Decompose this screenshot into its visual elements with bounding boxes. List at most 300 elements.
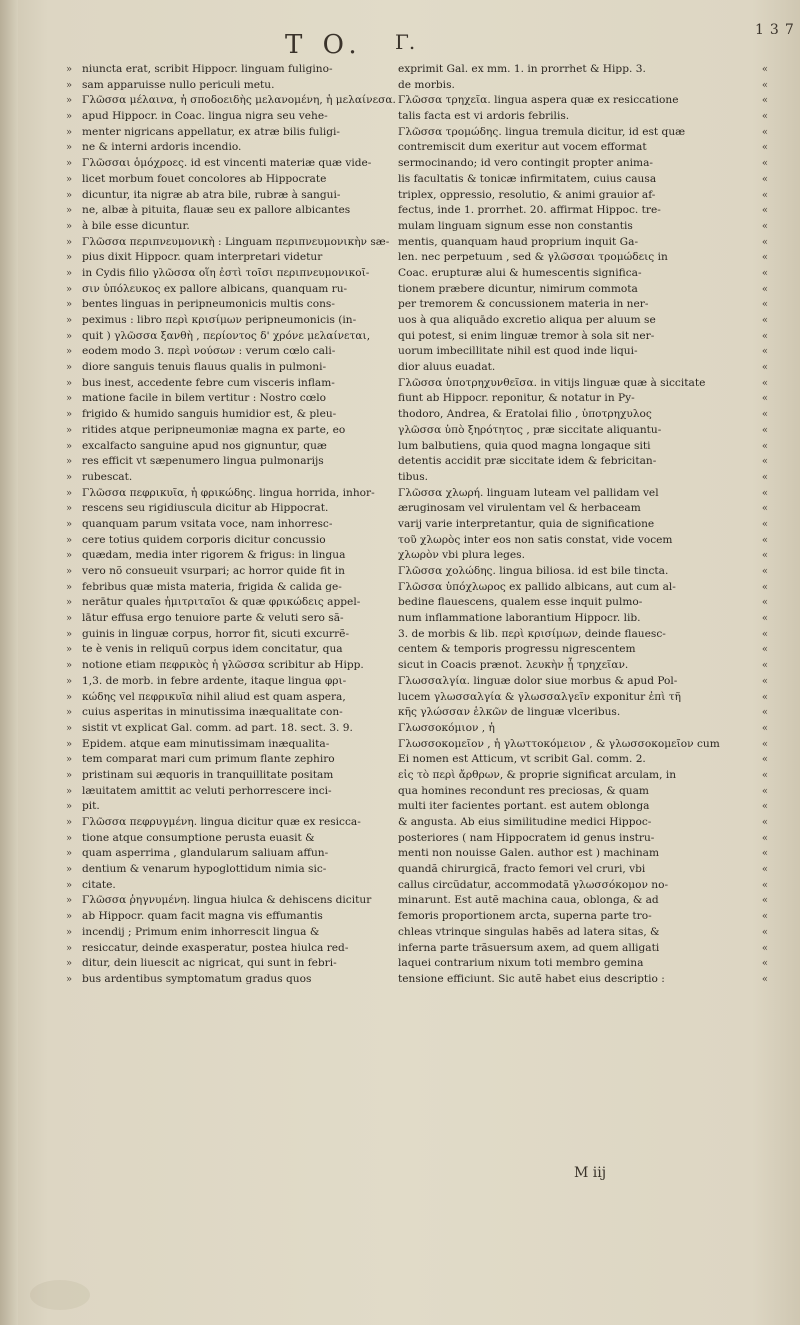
quote-mark: « xyxy=(761,283,768,295)
quote-mark: « xyxy=(761,424,768,436)
text-line xyxy=(398,548,768,564)
quote-mark: « xyxy=(761,189,768,201)
quote-mark: » xyxy=(66,393,73,405)
quote-mark: » xyxy=(66,754,73,766)
text-line xyxy=(66,125,372,141)
text-line xyxy=(66,454,372,470)
quote-mark: » xyxy=(66,895,73,907)
quote-mark: » xyxy=(66,628,73,640)
text-line xyxy=(398,972,768,988)
quote-mark: « xyxy=(761,895,768,907)
quote-mark: » xyxy=(66,236,73,248)
text-line-content: excalfacto sanguine apud nos gignuntur, quæ xyxy=(82,439,327,452)
text-line-content: uos à qua aliquādo excretio aliqua per aluum se xyxy=(398,314,656,326)
text-line xyxy=(66,956,372,972)
quote-mark: » xyxy=(66,613,73,625)
text-line xyxy=(398,313,768,329)
text-line-content: inferna parte trãsuersum axem, ad quem alligati xyxy=(398,941,660,954)
text-line xyxy=(66,878,372,894)
quote-mark: » xyxy=(66,471,73,483)
text-line-content: quandã chirurgicã, fracto femori vel cruri, vbi xyxy=(398,863,646,876)
text-line xyxy=(66,360,372,376)
text-line xyxy=(398,156,768,172)
text-line-content: & angusta. Ab eius similitudine medici Hippoc- xyxy=(398,816,652,828)
text-line-content: rubescat. xyxy=(82,470,133,483)
text-line xyxy=(398,893,768,909)
text-line-content: menter nigricans appellatur, ex atræ bilis fuligi- xyxy=(82,125,340,138)
quote-mark: « xyxy=(761,848,768,860)
right-text-column xyxy=(398,62,768,988)
text-line-content: lis facultatis & tonicæ infirmitatem, cuius causa xyxy=(398,172,657,185)
quote-mark: « xyxy=(761,738,768,750)
text-line-content: tem comparat mari cum primum flante zephiro xyxy=(82,753,335,766)
quote-mark: » xyxy=(66,142,73,154)
text-line xyxy=(398,956,768,972)
quote-mark: » xyxy=(66,126,73,138)
text-line xyxy=(398,846,768,862)
text-line xyxy=(66,564,372,580)
text-line-content: detentis accidit præ siccitate idem & febricitan- xyxy=(398,455,657,468)
text-line-content: dentium & venarum hypoglottidum nimia sic- xyxy=(82,863,327,876)
text-line-content: fectus, inde 1. prorrhet. 20. affirmat Hippoc. tre- xyxy=(398,204,661,217)
text-line xyxy=(398,62,768,78)
text-line xyxy=(398,517,768,533)
text-line xyxy=(66,548,372,564)
text-line xyxy=(66,658,372,674)
text-line-content: κῆς γλώσσαν ἑλκῶν de linguæ vlceribus. xyxy=(398,706,621,719)
quote-mark: « xyxy=(761,644,768,656)
text-line xyxy=(398,376,768,392)
text-line xyxy=(66,972,372,988)
text-line-content: guinis in linguæ corpus, horror fit, sicuti excurrẽ- xyxy=(82,627,350,640)
quote-mark: « xyxy=(761,691,768,703)
quote-mark: » xyxy=(66,518,73,530)
text-line xyxy=(66,705,372,721)
quote-mark: » xyxy=(66,566,73,577)
text-line-content: ditur, dein liuescit ac nigricat, qui sunt in febri- xyxy=(82,957,337,970)
quote-mark: « xyxy=(761,471,768,483)
text-line xyxy=(66,282,372,298)
text-line-content: menti non nouisse Galen. author est ) machinam xyxy=(398,847,660,860)
text-line-content: dicuntur, ita nigræ ab atra bile, rubræ à sangui- xyxy=(82,188,341,201)
text-line xyxy=(66,62,372,78)
text-line xyxy=(398,109,768,125)
quote-mark: » xyxy=(66,738,73,750)
text-line xyxy=(398,219,768,235)
text-line-content: lucem γλωσσαλγία & γλωσσαλγεῖν exponitur ἐπὶ τῆ xyxy=(398,690,681,703)
text-line xyxy=(398,784,768,800)
text-line-content: mulam linguam signum esse non constantis xyxy=(398,219,633,232)
quote-mark: » xyxy=(66,832,73,844)
text-line-content: thodoro, Andrea, & Eratolai filio , ὑποτρηχυλος xyxy=(398,408,652,421)
text-line-content: Γλῶσσα ὑποτρηχυνθεῖσα. in vitijs linguæ quæ à siccitate xyxy=(398,376,706,389)
quote-mark: » xyxy=(66,487,73,499)
text-line xyxy=(66,78,372,94)
quote-mark: « xyxy=(761,409,768,421)
text-line xyxy=(66,172,372,188)
quote-mark: » xyxy=(66,424,73,436)
text-line-content: ritides atque peripneumoniæ magna ex parte, eo xyxy=(82,423,346,436)
text-line-content: Γλῶσσα πεφρυγμένη. lingua dicitur quæ ex resicca- xyxy=(82,816,361,828)
text-line xyxy=(66,266,372,282)
quote-mark: « xyxy=(761,628,768,640)
text-line xyxy=(398,282,768,298)
text-line-content: diore sanguis tenuis flauus qualis in pulmoni- xyxy=(82,361,327,374)
text-line-content: ne & interni ardoris incendio. xyxy=(82,141,242,154)
text-line xyxy=(398,203,768,219)
text-line xyxy=(66,391,372,407)
text-line xyxy=(398,705,768,721)
quote-mark: » xyxy=(66,158,73,170)
text-line-content: res efficit vt sæpenumero lingua pulmonarijs xyxy=(82,455,324,468)
text-line xyxy=(66,109,372,125)
quote-mark: » xyxy=(66,942,73,954)
text-line xyxy=(398,454,768,470)
text-line xyxy=(398,799,768,815)
text-line xyxy=(66,846,372,862)
quote-mark: » xyxy=(66,456,73,468)
text-line-content: nerātur quales ἠμιτριταῖοι & quæ φρικώδεις appel- xyxy=(82,596,361,609)
text-line-content: 3. de morbis & lib. περὶ κρισίμων, deinde flauesc- xyxy=(398,627,666,640)
text-line-content: Γλωσσαλγία. linguæ dolor siue morbus & apud Pol- xyxy=(398,674,678,687)
text-line xyxy=(398,188,768,204)
quote-mark: « xyxy=(761,754,768,766)
text-line-content: bentes linguas in peripneumonicis multis cons- xyxy=(82,298,335,311)
text-line xyxy=(398,423,768,439)
text-line xyxy=(398,721,768,737)
quote-mark: » xyxy=(66,801,73,813)
text-line xyxy=(398,642,768,658)
text-line xyxy=(66,533,372,549)
quote-mark: « xyxy=(761,926,768,938)
text-line xyxy=(66,423,372,439)
text-line-content: lum balbutiens, quia quod magna longaque siti xyxy=(398,439,651,452)
text-line xyxy=(66,439,372,455)
text-line xyxy=(398,78,768,94)
page-gutter xyxy=(0,0,18,1325)
text-line-content: σιν ὑπόλευκος ex pallore albicans, quanquam ru- xyxy=(82,282,348,295)
text-line xyxy=(398,941,768,957)
text-line xyxy=(398,737,768,753)
quote-mark: » xyxy=(66,958,73,970)
quote-mark: » xyxy=(66,644,73,656)
quote-mark: » xyxy=(66,848,73,860)
text-line xyxy=(66,627,372,643)
quote-mark: « xyxy=(761,722,768,734)
text-line-content: Γλῶσσα τρομώδης. lingua tremula dicitur, id est quæ xyxy=(398,125,686,138)
quote-mark: » xyxy=(66,440,73,452)
text-line xyxy=(398,391,768,407)
text-line xyxy=(398,658,768,674)
text-line xyxy=(66,156,372,172)
text-line-content: Γλῶσσα τρηχεῖα. lingua aspera quæ ex resiccatione xyxy=(398,94,679,107)
quote-mark: « xyxy=(761,393,768,405)
text-line-content: peximus : libro περὶ κρισίμων peripneumonicis (in- xyxy=(82,314,357,326)
quote-mark: « xyxy=(761,817,768,828)
quote-mark: » xyxy=(66,817,73,828)
text-line-content: Γλῶσσα ὑπόχλωρος ex pallido albicans, aut cum al- xyxy=(398,580,676,593)
quote-mark: « xyxy=(761,440,768,452)
quote-mark: » xyxy=(66,362,73,374)
text-line-content: Γλωσσοκόμιον , ἡ xyxy=(398,721,495,734)
text-line xyxy=(398,564,768,580)
text-line xyxy=(66,470,372,486)
text-line xyxy=(398,407,768,423)
text-line xyxy=(398,329,768,345)
text-line-content: tibus. xyxy=(398,470,429,483)
quote-mark: » xyxy=(66,973,73,985)
text-line-content: len. nec perpetuum , sed & γλῶσσαι τρομώδεις in xyxy=(398,251,668,264)
text-line-content: frigido & humido sanguis humidior est, & pleu- xyxy=(82,408,337,421)
text-line-content: in Cydis filio γλῶσσα οἵη ἐστὶ τοῖσι περιπνευμονικοῖ- xyxy=(82,266,370,279)
text-line-content: Γλωσσοκομεῖον , ἡ γλωττοκόμειον , & γλωσσοκομεῖον cum xyxy=(398,737,720,750)
text-line xyxy=(398,360,768,376)
text-line xyxy=(398,172,768,188)
text-line-content: multi iter facientes portant. est autem oblonga xyxy=(398,800,650,813)
text-line xyxy=(398,470,768,486)
quote-mark: « xyxy=(761,550,768,562)
quote-mark: » xyxy=(66,785,73,797)
text-line-content: vero nõ consueuit vsurpari; ac horror quide fit in xyxy=(82,565,345,577)
text-line xyxy=(66,93,396,109)
quote-mark: » xyxy=(66,409,73,421)
left-text-column xyxy=(66,62,396,988)
quote-mark: » xyxy=(66,346,73,358)
text-line xyxy=(398,909,768,925)
signature-mark: M iij xyxy=(574,1165,607,1181)
quote-mark: « xyxy=(761,142,768,154)
text-line-content: 1,3. de morb. in febre ardente, itaque lingua φρι- xyxy=(82,674,347,687)
text-line-content: per tremorem & concussionem materia in ner- xyxy=(398,298,649,311)
page-number: 137 xyxy=(755,22,800,38)
quote-mark: « xyxy=(761,566,768,577)
text-line-content: varij varie interpretantur, quia de significatione xyxy=(398,517,655,530)
text-line xyxy=(66,219,372,235)
quote-mark: « xyxy=(761,707,768,719)
text-line-content: Coac. erupturæ alui & humescentis significa- xyxy=(398,266,642,279)
text-line-content: qua homines recondunt res preciosas, & quam xyxy=(398,784,649,797)
text-line-content: sicut in Coacis prænot. λευκὴν ᾗ τρηχεῖαν. xyxy=(398,659,629,672)
quote-mark: « xyxy=(761,236,768,248)
quote-mark: » xyxy=(66,189,73,201)
quote-mark: « xyxy=(761,769,768,781)
text-line-content: talis facta est vi ardoris febrilis. xyxy=(398,110,570,123)
text-line xyxy=(66,941,372,957)
quote-mark: « xyxy=(761,126,768,138)
text-line-content: æruginosam vel virulentam vel & herbaceam xyxy=(398,502,641,515)
quote-mark: « xyxy=(761,942,768,954)
text-line-content: citate. xyxy=(82,878,116,891)
text-line-content: Epidem. atque eam minutissimam inæqualita- xyxy=(82,737,330,750)
quote-mark: « xyxy=(761,518,768,530)
text-line-content: notione etiam πεφρικὸς ἡ γλῶσσα scribitur ab Hipp. xyxy=(82,659,364,672)
quote-mark: « xyxy=(761,456,768,468)
text-line-content: triplex, oppressio, resolutio, & animi grauior af- xyxy=(398,188,656,201)
text-line xyxy=(398,878,768,894)
text-line-content: apud Hippocr. in Coac. lingua nigra seu vehe- xyxy=(82,110,328,123)
text-line xyxy=(66,799,372,815)
quote-mark: « xyxy=(761,503,768,515)
quote-mark: « xyxy=(761,299,768,311)
text-line xyxy=(66,925,372,941)
paper-stain xyxy=(30,1280,90,1310)
quote-mark: « xyxy=(761,346,768,358)
quote-mark: » xyxy=(66,722,73,734)
text-line xyxy=(398,925,768,941)
text-line-content: γλῶσσα ὑπὸ ξηρότητος , præ siccitate aliquantu- xyxy=(398,423,662,436)
text-line-content: fiunt ab Hippocr. reponitur, & notatur in Py- xyxy=(398,392,635,405)
text-line-content: τοῦ χλωρὸς inter eos non satis constat, vide vocem xyxy=(398,533,673,546)
quote-mark: « xyxy=(761,675,768,687)
quote-mark: » xyxy=(66,691,73,703)
text-line xyxy=(66,595,372,611)
text-line-content: posteriores ( nam Hippocratem id genus instru- xyxy=(398,831,655,844)
text-line xyxy=(398,690,768,706)
text-line xyxy=(66,831,372,847)
text-line-content: Γλῶσσα χλωρή. linguam luteam vel pallidam vel xyxy=(398,486,659,499)
quote-mark: « xyxy=(761,973,768,985)
quote-mark: » xyxy=(66,95,73,107)
text-line xyxy=(398,93,768,109)
text-line-content: exprimit Gal. ex mm. 1. in prorrhet & Hipp. 3. xyxy=(398,63,646,75)
text-line-content: de morbis. xyxy=(398,78,455,91)
running-head-letter: Γ. xyxy=(395,30,416,54)
text-line xyxy=(66,297,372,313)
text-line xyxy=(66,517,372,533)
quote-mark: « xyxy=(761,958,768,970)
quote-mark: » xyxy=(66,252,73,264)
text-line xyxy=(66,329,372,345)
text-line xyxy=(66,909,372,925)
text-line-content: pit. xyxy=(82,800,100,813)
quote-mark: » xyxy=(66,879,73,891)
text-line-content: Γλῶσσα χολώδης. lingua biliosa. id est bile tincta. xyxy=(398,565,669,577)
text-line-content: qui potest, si enim linguæ tremor à sola sit ner- xyxy=(398,329,655,342)
text-line-content: ab Hippocr. quam facit magna vis effumantis xyxy=(82,910,323,923)
text-line-content: bedine flauescens, qualem esse inquit pulmo- xyxy=(398,596,643,609)
quote-mark: » xyxy=(66,581,73,593)
quote-mark: » xyxy=(66,315,73,326)
text-line xyxy=(66,203,372,219)
text-line-content: Γλῶσσα μέλαινα, ἡ σποδοειδὴς μελανομένη, ἡ μελαίνεσα. xyxy=(82,94,396,107)
quote-mark: « xyxy=(761,832,768,844)
quote-mark: » xyxy=(66,660,73,672)
text-line-content: cuius asperitas in minutissima inæqualitate con- xyxy=(82,706,343,719)
text-line xyxy=(66,737,372,753)
text-line-content: minarunt. Est autẽ machina caua, oblonga, & ad xyxy=(398,894,659,907)
text-line-content: sermocinando; id vero contingit propter anima- xyxy=(398,157,654,170)
text-line-content: uorum imbecillitate nihil est quod inde liqui- xyxy=(398,345,638,358)
text-line xyxy=(398,501,768,517)
quote-mark: « xyxy=(761,111,768,123)
text-line-content: Γλῶσσαι ὁμόχροες. id est vincenti materiæ quæ vide- xyxy=(82,157,372,170)
text-line-content: matione facile in bilem vertitur : Nostro cœlo xyxy=(82,392,326,405)
quote-mark: « xyxy=(761,205,768,217)
text-line xyxy=(398,595,768,611)
quote-mark: « xyxy=(761,173,768,185)
text-line xyxy=(66,486,375,502)
text-line-content: centem & temporis progressu nigrescentem xyxy=(398,643,636,656)
quote-mark: « xyxy=(761,534,768,546)
quote-mark: « xyxy=(761,801,768,813)
quote-mark: » xyxy=(66,205,73,217)
text-line-content: bus ardentibus symptomatum gradus quos xyxy=(82,972,312,985)
text-line xyxy=(66,250,372,266)
text-line-content: Γλῶσσα πεφρικυῖα, ἡ φρικώδης. lingua horrida, inhor- xyxy=(82,486,375,499)
text-line xyxy=(398,627,768,643)
text-line xyxy=(66,862,372,878)
text-line-content: resiccatur, deinde exasperatur, postea hiulca red- xyxy=(82,941,349,954)
text-line xyxy=(66,690,372,706)
quote-mark: « xyxy=(761,864,768,876)
text-line-content: num inflammatione laborantium Hippocr. lib. xyxy=(398,612,641,625)
text-line-content: laquei contrarium nixum toti membro gemina xyxy=(398,957,644,970)
text-line-content: lātur effusa ergo tenuiore parte & veluti sero sã- xyxy=(82,612,344,625)
text-line xyxy=(66,313,372,329)
text-line-content: contremiscit dum exeritur aut vocem efformat xyxy=(398,141,647,154)
text-line-content: ne, albæ à pituita, flauæ seu ex pallore albicantes xyxy=(82,204,351,217)
quote-mark: « xyxy=(761,95,768,107)
text-line-content: læuitatem amittit ac veluti perhorrescere inci- xyxy=(82,784,332,797)
quote-mark: « xyxy=(761,911,768,923)
quote-mark: » xyxy=(66,864,73,876)
text-line xyxy=(66,501,372,517)
text-line xyxy=(66,407,372,423)
quote-mark: « xyxy=(761,64,768,75)
text-line xyxy=(398,486,768,502)
text-line xyxy=(398,533,768,549)
text-line-content: niuncta erat, scribit Hippocr. linguam fuligino- xyxy=(82,63,333,75)
quote-mark: » xyxy=(66,377,73,389)
quote-mark: « xyxy=(761,330,768,342)
text-line-content: quam asperrima , glandularum saliuam affun- xyxy=(82,847,329,860)
text-line-content: pristinam sui æquoris in tranquillitate positam xyxy=(82,768,334,781)
text-line xyxy=(66,188,372,204)
text-line xyxy=(398,831,768,847)
text-line xyxy=(66,140,372,156)
quote-mark: « xyxy=(761,220,768,232)
text-line xyxy=(66,721,372,737)
text-line xyxy=(66,344,372,360)
text-line-content: quanquam parum vsitata voce, nam inhorresc- xyxy=(82,517,333,530)
text-line-content: rescens seu rigidiuscula dicitur ab Hippocrat. xyxy=(82,502,329,515)
quote-mark: » xyxy=(66,330,73,342)
text-line-content: tionem præbere dicuntur, nimirum commota xyxy=(398,282,638,295)
text-line xyxy=(398,125,768,141)
text-line-content: dior aluus euadat. xyxy=(398,361,496,374)
quote-mark: » xyxy=(66,267,73,279)
quote-mark: » xyxy=(66,534,73,546)
text-line-content: Γλῶσσα ῥηγνυμένη. lingua hiulca & dehiscens dicitur xyxy=(82,894,372,907)
quote-mark: « xyxy=(761,597,768,609)
quote-mark: » xyxy=(66,503,73,515)
quote-mark: » xyxy=(66,220,73,232)
text-line xyxy=(66,893,372,909)
quote-mark: « xyxy=(761,785,768,797)
text-line-content: χλωρὸν vbi plura leges. xyxy=(398,549,525,562)
quote-mark: » xyxy=(66,597,73,609)
quote-mark: « xyxy=(761,79,768,91)
text-line xyxy=(398,344,768,360)
text-line-content: sam apparuisse nullo periculi metu. xyxy=(82,78,275,91)
text-line xyxy=(398,297,768,313)
text-line-content: tensione efficiunt. Sic autẽ habet eius descriptio : xyxy=(398,972,665,985)
quote-mark: « xyxy=(761,581,768,593)
running-head-left: T O. xyxy=(285,30,363,60)
text-line-content: chleas vtrinque singulas habẽs ad latera sitas, & xyxy=(398,925,660,938)
text-line-content: Ei nomen est Atticum, vt scribit Gal. comm. 2. xyxy=(398,753,646,766)
quote-mark: » xyxy=(66,173,73,185)
